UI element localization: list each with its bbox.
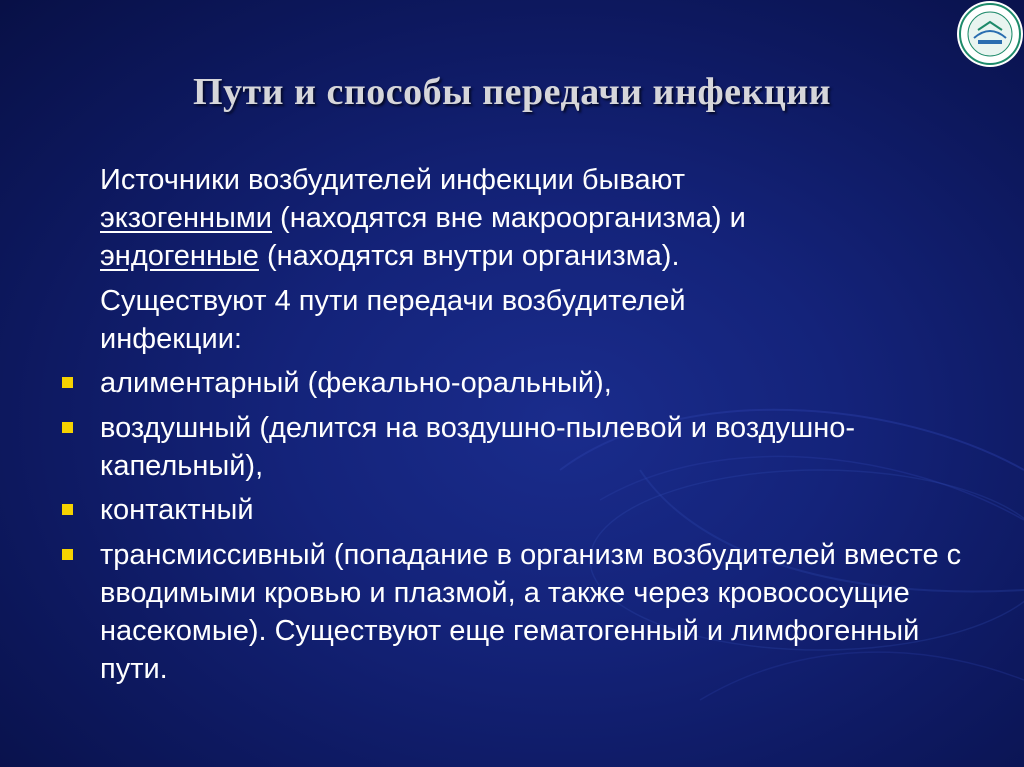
bullet-square-icon (62, 504, 73, 515)
endogenous-term: эндогенные (100, 240, 259, 272)
bullet-square-icon (62, 377, 73, 388)
bullet-square-icon (62, 422, 73, 433)
intro-paragraph (100, 161, 980, 275)
bullet-text: трансмиссивный (попадание в организм возбудителей вместе с вводимыми кровью и плазмой, а также через кровососущие насекомые). Существуют еще гематогенный и лимфогенный пути. (100, 539, 962, 685)
bullet-square-icon (62, 549, 73, 560)
slide-title: Пути и способы передачи инфекции (192, 71, 832, 113)
exogenous-description: (находятся вне макроорганизма) и (272, 202, 746, 234)
bullet-text: алиментарный (фекально-оральный), (100, 367, 612, 399)
bullet-text: контактный (100, 494, 254, 526)
intro-line-2 (100, 199, 980, 237)
intro-line-3 (100, 237, 980, 275)
intro-line-1: Источники возбудителей инфекции бывают (100, 164, 685, 196)
endogenous-description: (находятся внутри организма). (258, 240, 680, 272)
paths-intro-paragraph: Существуют 4 пути передачи возбудителей инфекции: (100, 285, 686, 355)
exogenous-term: экзогенными (100, 202, 272, 234)
bullet-text: воздушный (делится на воздушно-пылевой и воздушно-капельный), (100, 412, 856, 482)
